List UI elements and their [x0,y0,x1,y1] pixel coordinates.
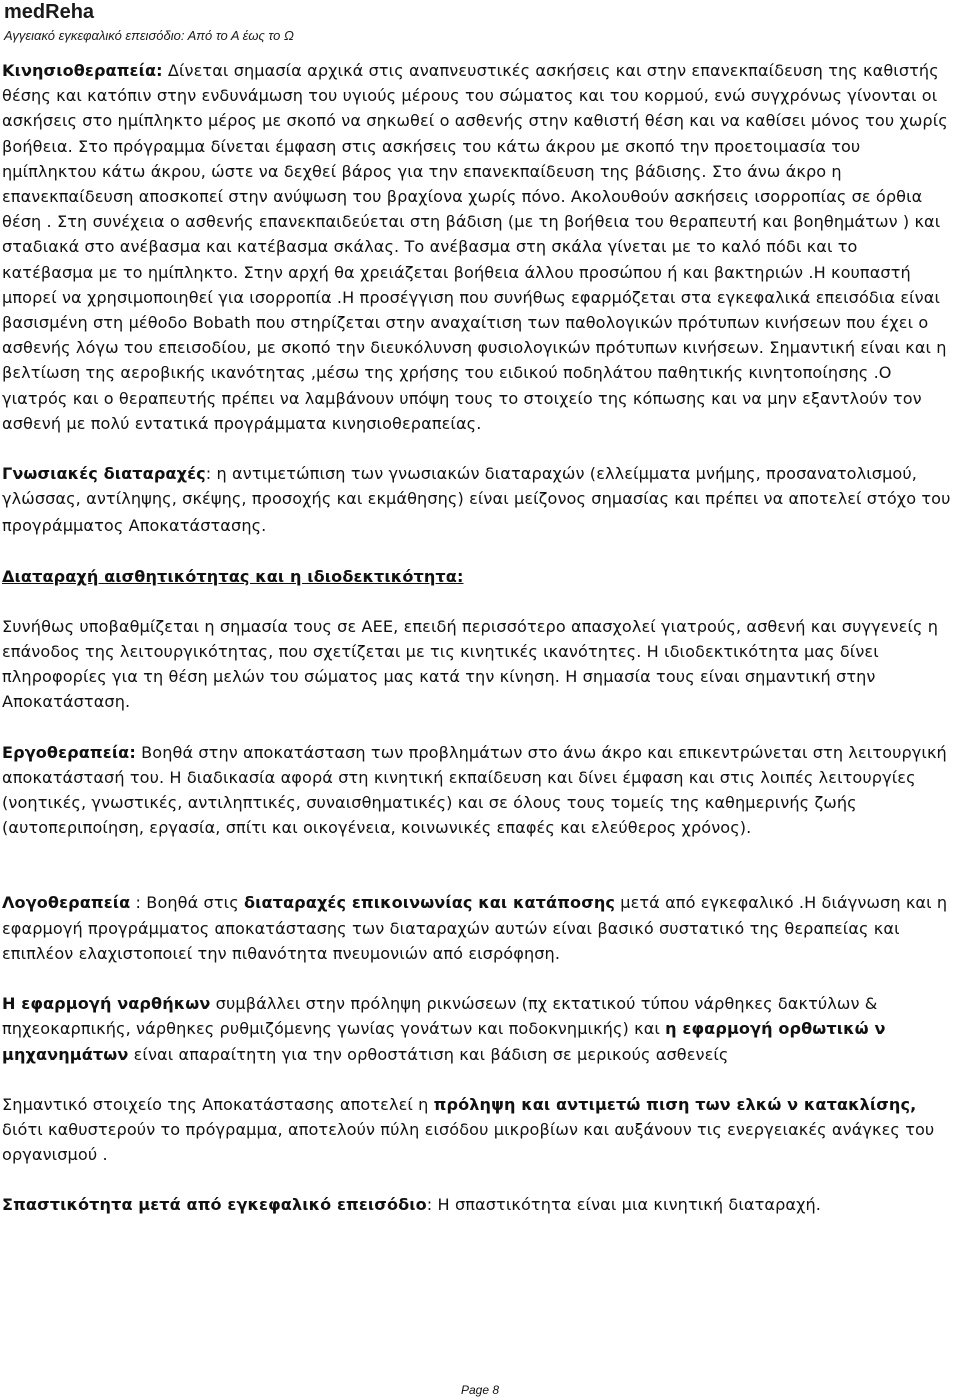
splints-paragraph [2,991,952,1067]
physiotherapy-paragraph [2,58,952,436]
cognitive-heading: Γνωσιακές διαταραχές [2,464,206,484]
occupational-paragraph [2,740,952,841]
speech-paragraph [2,890,952,966]
occupational-text: Βοηθά στην αποκατάσταση των προβλημάτων στο άνω άκρο και επικεντρώνεται στη λειτουργική αποκατάστασή του. Η διαδικασία αφορά στη κινητική εκπαίδευση και δίνει έμφαση και στις λοιπές λειτουργίες (νοητικές, γνωστικές, αντιληπτικές, συναισθηματικές) και σε όλους τους τομείς της καθημερινής ζωής (αυτοπεριποίηση, εργασία, σπίτι και οικογένεια, κοινωνικές επαφές και ελεύθερος χρόνος). [2,742,947,838]
cognitive-text: : η αντιμετώπιση των γνωσιακών διαταραχών (ελλείμματα μνήμης, προσανατολισμού, γλώσσας, αντίληψης, σκέψης, προσοχής και εκμάθησης) [2,464,918,509]
document-subtitle: Αγγειακό εγκεφαλικό επεισόδιο: Από το Α έως το Ω [4,28,294,43]
ulcers-text: Σημαντικό στοιχείο της Αποκατάστασης αποτελεί η [2,1094,434,1114]
splints-text: συμβάλλει στην πρόληψη ρικνώσεων (πχ εκτατικού τύπου νάρθηκες δακτύλων & πηχεοκαρπικής, νάρθηκες ρυθμιζόμενης γωνίας γονάτων και ποδοκνημικής) και [2,994,878,1039]
splints-text-end: είναι απαραίτητη για την ορθοστάτιση και βάδιση σε μερικούς ασθενείς [128,1044,729,1064]
spasticity-text: : Η σπαστικότητα είναι μια κινητική διαταραχή. [426,1195,822,1215]
cognitive-text-end: είναι μείζονος σημασίας και πρέπει να αποτελεί στόχο του προγράμματος Αποκατάστασης. [2,489,951,536]
speech-text: : Βοηθά στις [130,893,244,913]
page-number: Page 8 [460,1383,500,1397]
spasticity-paragraph [2,1192,952,1217]
physiotherapy-heading: Κινησιοθεραπεία: [2,61,163,80]
ulcers-paragraph [2,1092,952,1168]
page-header [4,0,944,44]
speech-text-end: μετά από εγκεφαλικό .Η διάγνωση και η εφαρμογή προγράμματος αποκατάστασης των διαταραχών αυτών είναι βασικό συστατικό της θεραπείας και επιπλέον ελαχιστοποιεί την πιθανότητα πνευμονιών από εισρόφηση. [2,893,948,963]
orthotics-emphasis: η εφαρμογή ορθωτικώ ν μηχανημάτων [2,1019,886,1064]
sensory-heading-line [2,564,952,589]
ulcers-text-end: διότι καθυστερούν το πρόγραμμα, αποτελούν πύλη εισόδου μικροβίων και αυξάνουν τις ενεργειακές ανάγκες του οργανισμού . [2,1119,935,1165]
ulcers-emphasis: πρόληψη και αντιμετώ πιση των ελκώ ν κατακλίσης, [433,1094,917,1114]
spasticity-heading: Σπαστικότητα μετά από εγκεφαλικό επεισόδιο [2,1195,427,1215]
occupational-heading: Εργοθεραπεία: [2,742,136,762]
splints-emphasis: Η εφαρμογή ναρθήκων [2,994,211,1014]
document-body [2,58,952,1218]
speech-heading: Λογοθεραπεία [2,893,131,913]
physiotherapy-text: Δίνεται σημασία αρχικά στις αναπνευστικές ασκήσεις και στην επανεκπαίδευση της καθιστής θέσης και κατόπιν στην ενδυνάμωση του υγιούς μέρους του σώματος και του κορμού, ενώ συγχρόνως γίνονται οι ασκήσεις στο ημίπληκτο μέρος με σκοπό να σηκωθεί ο ασθενής στην καθιστή θέση και να καθίσει μόνος του χωρίς βοήθεια. Στο πρόγραμμα δίνεται έμφαση στις ασκήσεις του κάτω άκρου με σκοπό την προετοιμασία του ημίπληκτου κάτω άκρου, ώστε να δεχθεί βάρος για την επανεκπαίδευση της βάδισης. Στο άνω άκρο η επανεκπαίδευση αποσκοπεί στην ανύψωση του βραχίονα χωρίς πόνο. Ακολουθούν ασκήσεις ισορροπίας σε όρθια θέση . Στη συνέχεια ο ασθενής επανεκπαιδεύεται στη βάδιση (με τη βοήθεια του θεραπευτή και βοηθημάτων ) και σταδιακά στο ανέβασμα και κατέβασμα σκάλας. Το ανέβασμα στη σκάλα γίνεται με το καλό πόδι και το κατέβασμα με το ημίπληκτο. Στην αρχή θα χρειάζεται βοήθεια άλλου προσώπου ή και βακτηριών .Η κουπαστή μπορεί να χρησιμοποιηθεί για ισορροπία .Η προσέγγιση που συνήθως εφαρμόζεται στα εγκεφαλικά επεισόδια είναι βασισμένη στη μέθοδο Bobath που στηρίζεται στην αναχαίτιση των παθολογικών πρότυπων κινήσεων που έχει ο ασθενής λόγω του επεισοδίου, με σκοπό την διευκόλυνση φυσιολογικών πρότυπων κινήσεων. Σημαντική είναι και η βελτίωση της αεροβικής ικανότητας ,μέσω της χρήσης του ειδικού ποδηλάτου παθητικής κινητοποίησης .Ο γιατρός και ο θεραπευτής πρέπει να λαμβάνουν υπόψη τους το στοιχείο της κόπωσης και να μην εξαντλούν τον ασθενή με πολύ εντατικά προγράμματα κινησιοθεραπείας. [2,61,948,433]
brand-title: medReha [4,1,95,23]
sensory-heading: Διαταραχή αισθητικότητας και η ιδιοδεκτικότητα: [2,566,464,586]
sensory-paragraph: Συνήθως υποβαθμίζεται η σημασία τους σε ΑΕΕ, επειδή περισσότερο απασχολεί γιατρούς, ασθενή και συγγενείς η επάνοδος της λειτουργικότητας, που σχετίζεται με τις κινητικές ικανότητες. Η ιδιοδεκτικότητα μας δίνει πληροφορίες για τη θέση μελών του σώματος μας κατά την κίνηση. Η σημασία τους είναι σημαντική στην Αποκατάσταση. [2,616,939,712]
cognitive-paragraph [2,461,952,539]
speech-emphasis: διαταραχές επικοινωνίας και κατάποσης [243,893,616,913]
